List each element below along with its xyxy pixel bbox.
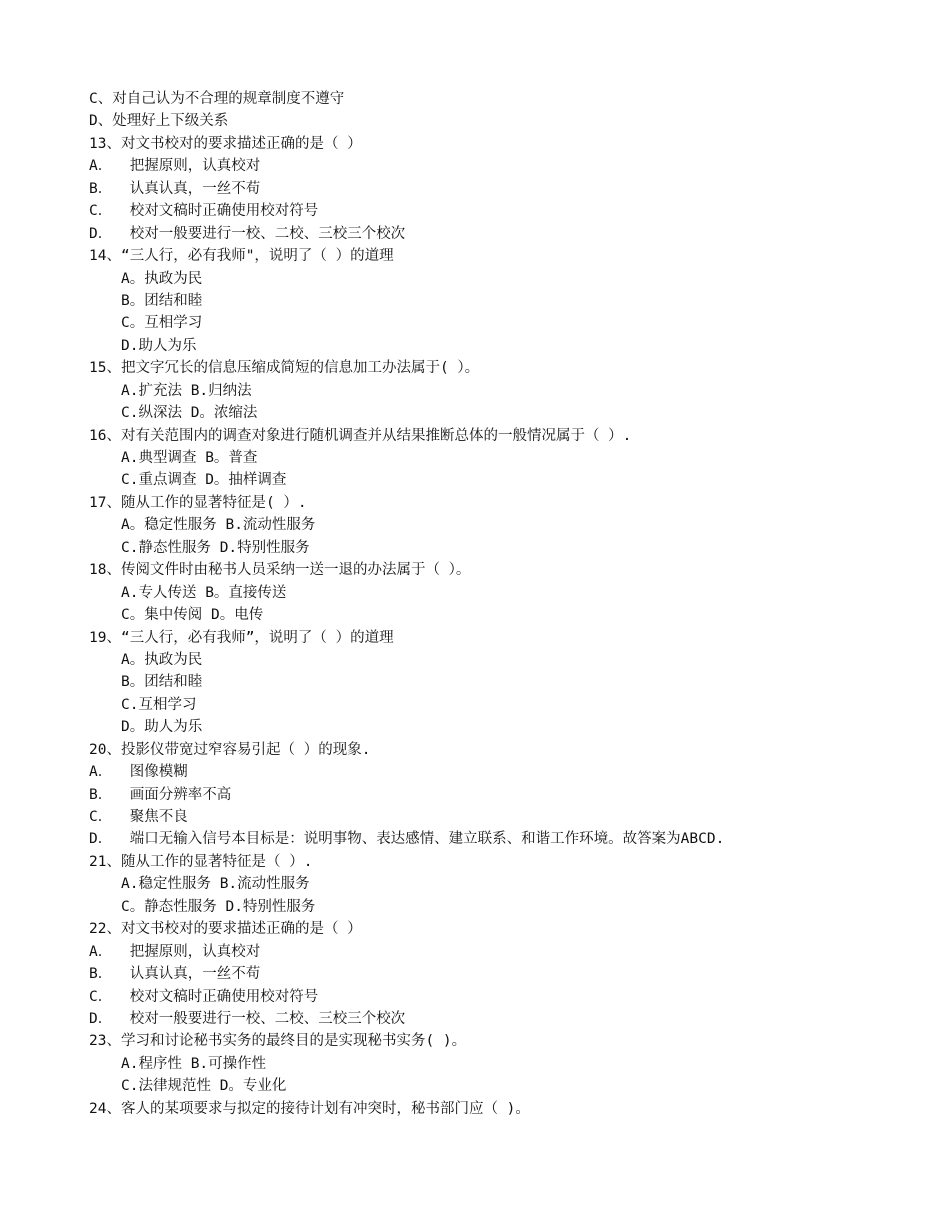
- document-page: [89, 88, 909, 1120]
- question-line: 19、“三人行，必有我师”，说明了（ ）的道理: [89, 629, 394, 646]
- answer-option-line: C。静态性服务 D.特别性服务: [121, 898, 316, 915]
- question-line: C． 校对文稿时正确使用校对符号: [89, 988, 319, 1005]
- question-line: C、对自己认为不合理的规章制度不遵守: [89, 91, 345, 107]
- answer-option-line: A。执政为民: [121, 651, 203, 668]
- question-line: 16、对有关范围内的调查对象进行随机调查并从结果推断总体的一般情况属于（ ）.: [89, 427, 632, 444]
- question-line: A． 图像模糊: [89, 764, 188, 781]
- answer-option-line: C.重点调查 D。抽样调查: [121, 472, 287, 489]
- question-line: A． 把握原则，认真校对: [89, 943, 261, 960]
- answer-option-line: B。团结和睦: [121, 292, 203, 309]
- question-line: B． 画面分辨率不高: [89, 786, 232, 803]
- question-line: 20、投影仪带宽过窄容易引起（ ）的现象.: [89, 741, 371, 758]
- question-line: 22、对文书校对的要求描述正确的是（ ）: [89, 921, 362, 938]
- question-line: A． 把握原则，认真校对: [89, 158, 261, 175]
- answer-option-line: A。稳定性服务 B.流动性服务: [121, 517, 316, 534]
- question-line: D． 校对一般要进行一校、二校、三校三个校次: [89, 1010, 406, 1027]
- question-line: 18、传阅文件时由秘书人员采纳一送一退的办法属于（ ）。: [89, 562, 471, 579]
- answer-option-line: A.扩充法 B.归纳法: [121, 382, 252, 399]
- answer-option-line: A.程序性 B.可操作性: [121, 1055, 267, 1072]
- question-line: B． 认真认真，一丝不苟: [89, 180, 261, 197]
- question-line: D． 端口无输入信号本目标是：说明事物、表达感情、建立联系、和谐工作环境。故答案为ABCD.: [89, 831, 725, 848]
- answer-option-line: D。助人为乐: [121, 719, 203, 736]
- question-line: 14、“三人行，必有我师"，说明了（ ）的道理: [89, 248, 394, 265]
- question-line: B． 认真认真，一丝不苟: [89, 966, 261, 983]
- answer-option-line: C.静态性服务 D.特别性服务: [121, 539, 310, 556]
- answer-option-line: A。执政为民: [121, 270, 203, 287]
- question-line: 13、对文书校对的要求描述正确的是（ ）: [89, 135, 362, 152]
- question-line: 24、客人的某项要求与拟定的接待计划有冲突时，秘书部门应（ )。: [89, 1100, 530, 1117]
- question-line: C． 聚焦不良: [89, 809, 188, 825]
- question-line: 15、把文字冗长的信息压缩成简短的信息加工办法属于( ）。: [89, 360, 480, 377]
- answer-option-line: B。团结和睦: [121, 674, 203, 691]
- answer-option-line: C.互相学习: [121, 696, 197, 713]
- question-line: 21、随从工作的显著特征是（ ）.: [89, 853, 313, 870]
- answer-option-line: D.助人为乐: [121, 337, 197, 354]
- answer-option-line: C.纵深法 D。浓缩法: [121, 405, 258, 422]
- answer-option-line: A.专人传送 B。直接传送: [121, 584, 287, 601]
- answer-option-line: C.法律规范性 D。专业化: [121, 1078, 287, 1095]
- question-line: C． 校对文稿时正确使用校对符号: [89, 203, 319, 220]
- question-line: D． 校对一般要进行一校、二校、三校三个校次: [89, 225, 406, 242]
- question-line: 23、学习和讨论秘书实务的最终目的是实现秘书实务( )。: [89, 1033, 467, 1050]
- question-line: 17、随从工作的显著特征是( ）.: [89, 494, 307, 511]
- answer-option-line: A.典型调查 B。普查: [121, 450, 258, 466]
- question-line: D、处理好上下级关系: [89, 113, 229, 130]
- answer-option-line: C。互相学习: [121, 315, 203, 332]
- answer-option-line: A.稳定性服务 B.流动性服务: [121, 876, 310, 893]
- answer-option-line: C。集中传阅 D。电传: [121, 607, 264, 624]
